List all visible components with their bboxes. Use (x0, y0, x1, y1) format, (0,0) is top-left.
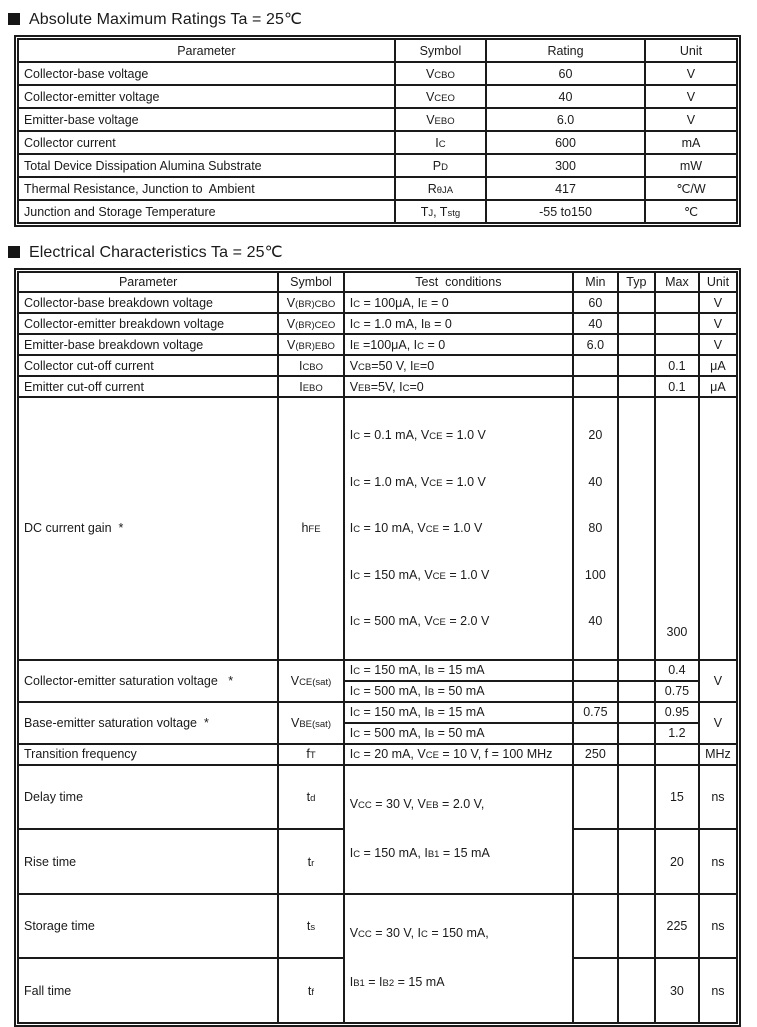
condition-line: IB1 = IB2 = 15 mA (349, 975, 445, 990)
table-row (18, 131, 737, 154)
unit-cell: ℃ (645, 200, 737, 223)
symbol-cell: RθJA (395, 177, 486, 200)
conditions-cell: IE =100μA, IC = 0 (344, 334, 573, 355)
symbol-cell: IC (395, 131, 486, 154)
table-row (18, 660, 737, 681)
typ-cell (618, 744, 655, 765)
typ-cell (618, 334, 655, 355)
parameter-cell: Emitter-base breakdown voltage (18, 334, 278, 355)
rating-cell: 300 (486, 154, 645, 177)
typ-cell (618, 958, 655, 1023)
parameter-cell: Emitter-base voltage (18, 108, 395, 131)
min-cell: 40 (573, 313, 618, 334)
conditions-cell: VCB=50 V, IE=0 (344, 355, 573, 376)
conditions-cell: IC = 20 mA, VCE = 10 V, f = 100 MHz (344, 744, 573, 765)
condition-line: IC = 10 mA, VCE = 1.0 V (349, 521, 483, 536)
header-max: Max (655, 272, 699, 292)
max-cell: 0.75 (655, 681, 699, 702)
parameter-cell: Collector current (18, 131, 395, 154)
electrical-characteristics-table (14, 268, 741, 1027)
parameter-cell: Delay time (18, 765, 278, 830)
condition-line: IC = 150 mA, VCE = 1.0 V (349, 567, 490, 582)
max-cell (655, 334, 699, 355)
typ-cell (618, 829, 655, 894)
header-typ: Typ (618, 272, 655, 292)
min-cell (573, 660, 618, 681)
min-cell (573, 397, 618, 660)
table-row (18, 85, 737, 108)
header-symbol: Symbol (278, 272, 343, 292)
min-cell (573, 376, 618, 397)
unit-cell: ns (699, 829, 737, 894)
symbol-cell: hFE (278, 397, 343, 660)
unit-cell: μA (699, 355, 737, 376)
unit-cell: ns (699, 765, 737, 830)
table-row (18, 154, 737, 177)
rating-cell: 60 (486, 62, 645, 85)
max-cell (655, 744, 699, 765)
symbol-cell: V(BR)CBO (278, 292, 343, 313)
min-cell: 60 (573, 292, 618, 313)
max-cell: 20 (655, 829, 699, 894)
table-row (18, 200, 737, 223)
typ-cell (618, 681, 655, 702)
max-cell (655, 313, 699, 334)
min-value-line: 100 (584, 567, 606, 582)
parameter-cell: Emitter cut-off current (18, 376, 278, 397)
min-cell (573, 723, 618, 744)
conditions-cell (344, 397, 573, 660)
parameter-cell: Collector-emitter saturation voltage * (18, 660, 278, 702)
table-row (18, 376, 737, 397)
unit-cell: μA (699, 376, 737, 397)
table-row (18, 765, 737, 830)
unit-cell: ℃/W (645, 177, 737, 200)
table-row (18, 108, 737, 131)
symbol-cell: tf (278, 958, 343, 1023)
max-cell: 225 (655, 894, 699, 959)
typ-cell (618, 723, 655, 744)
condition-line: IC = 500 mA, VCE = 2.0 V (349, 614, 490, 629)
rating-cell: 40 (486, 85, 645, 108)
condition-line: IC = 150 mA, IB1 = 15 mA (349, 846, 490, 861)
parameter-cell: Collector-emitter breakdown voltage (18, 313, 278, 334)
amr-title-text: Absolute Maximum Ratings Ta = 25℃ (29, 11, 303, 28)
unit-cell: V (645, 62, 737, 85)
unit-cell: V (699, 313, 737, 334)
header-test-conditions: Test conditions (344, 272, 573, 292)
rating-cell: -55 to150 (486, 200, 645, 223)
parameter-cell: Rise time (18, 829, 278, 894)
unit-cell: mW (645, 154, 737, 177)
unit-cell: V (699, 292, 737, 313)
amr-section-title (8, 9, 757, 29)
parameter-cell: Storage time (18, 894, 278, 959)
table-row (18, 702, 737, 723)
header-unit: Unit (699, 272, 737, 292)
parameter-cell: Total Device Dissipation Alumina Substrate (18, 154, 395, 177)
typ-cell (618, 292, 655, 313)
typ-cell (618, 660, 655, 681)
table-row-hfe (18, 397, 737, 660)
parameter-cell: Fall time (18, 958, 278, 1023)
ec-section-title (8, 242, 757, 262)
parameter-cell: Collector-base voltage (18, 62, 395, 85)
min-cell (573, 894, 618, 959)
ec-title-text: Electrical Characteristics Ta = 25℃ (29, 244, 283, 261)
parameter-cell: Collector cut-off current (18, 355, 278, 376)
conditions-cell (344, 894, 573, 1023)
symbol-cell: td (278, 765, 343, 830)
header-unit: Unit (645, 39, 737, 62)
max-cell: 0.95 (655, 702, 699, 723)
unit-cell (699, 397, 737, 660)
conditions-cell: IC = 150 mA, IB = 15 mA (344, 660, 573, 681)
min-value-line: 80 (588, 521, 603, 536)
parameter-cell: Transition frequency (18, 744, 278, 765)
typ-cell (618, 313, 655, 334)
typ-cell (618, 376, 655, 397)
max-cell: 1.2 (655, 723, 699, 744)
header-parameter: Parameter (18, 39, 395, 62)
unit-cell: ns (699, 958, 737, 1023)
condition-line: VCC = 30 V, IC = 150 mA, (349, 925, 489, 940)
typ-cell (618, 702, 655, 723)
min-cell (573, 355, 618, 376)
table-row (18, 334, 737, 355)
symbol-cell: VCE(sat) (278, 660, 343, 702)
table-row (18, 355, 737, 376)
symbol-cell: ICBO (278, 355, 343, 376)
condition-line: IC = 1.0 mA, VCE = 1.0 V (349, 474, 486, 489)
symbol-cell: PD (395, 154, 486, 177)
parameter-cell: Base-emitter saturation voltage * (18, 702, 278, 744)
symbol-cell: TJ, Tstg (395, 200, 486, 223)
min-value-line: 20 (588, 428, 603, 442)
min-value-line: 40 (588, 474, 603, 489)
min-cell: 6.0 (573, 334, 618, 355)
symbol-cell: V(BR)EBO (278, 334, 343, 355)
header-symbol: Symbol (395, 39, 486, 62)
table-header-row (18, 272, 737, 292)
max-cell: 30 (655, 958, 699, 1023)
conditions-cell (344, 765, 573, 894)
unit-cell: V (699, 334, 737, 355)
rating-cell: 417 (486, 177, 645, 200)
header-rating: Rating (486, 39, 645, 62)
min-cell (573, 765, 618, 830)
symbol-cell: VCBO (395, 62, 486, 85)
table-row (18, 177, 737, 200)
header-min: Min (573, 272, 618, 292)
absolute-maximum-ratings-table (14, 35, 741, 227)
typ-cell (618, 765, 655, 830)
unit-cell: V (699, 702, 737, 744)
rating-cell: 600 (486, 131, 645, 154)
max-cell: 0.4 (655, 660, 699, 681)
max-cell: 15 (655, 765, 699, 830)
max-cell: 0.1 (655, 376, 699, 397)
table-row (18, 313, 737, 334)
conditions-cell: IC = 150 mA, IB = 15 mA (344, 702, 573, 723)
section-bullet-icon (8, 13, 20, 25)
symbol-cell: VBE(sat) (278, 702, 343, 744)
symbol-cell: VEBO (395, 108, 486, 131)
min-value-line: 40 (588, 614, 603, 629)
parameter-cell: DC current gain * (18, 397, 278, 660)
parameter-cell: Thermal Resistance, Junction to Ambient (18, 177, 395, 200)
table-row (18, 744, 737, 765)
parameter-cell: Junction and Storage Temperature (18, 200, 395, 223)
symbol-cell: V(BR)CEO (278, 313, 343, 334)
conditions-cell: VEB=5V, IC=0 (344, 376, 573, 397)
min-cell (573, 958, 618, 1023)
conditions-cell: IC = 1.0 mA, IB = 0 (344, 313, 573, 334)
parameter-cell: Collector-base breakdown voltage (18, 292, 278, 313)
table-row (18, 894, 737, 959)
min-cell: 250 (573, 744, 618, 765)
symbol-cell: fT (278, 744, 343, 765)
max-cell (655, 292, 699, 313)
min-cell (573, 681, 618, 702)
table-header-row (18, 39, 737, 62)
rating-cell: 6.0 (486, 108, 645, 131)
typ-cell (618, 894, 655, 959)
max-cell: 0.1 (655, 355, 699, 376)
conditions-cell: IC = 100μA, IE = 0 (344, 292, 573, 313)
typ-cell (618, 355, 655, 376)
max-cell: 300 (655, 397, 699, 660)
unit-cell: mA (645, 131, 737, 154)
symbol-cell: VCEO (395, 85, 486, 108)
unit-cell: MHz (699, 744, 737, 765)
symbol-cell: IEBO (278, 376, 343, 397)
unit-cell: V (699, 660, 737, 702)
condition-line: IC = 0.1 mA, VCE = 1.0 V (349, 428, 486, 442)
typ-cell (618, 397, 655, 660)
conditions-cell: IC = 500 mA, IB = 50 mA (344, 723, 573, 744)
conditions-cell: IC = 500 mA, IB = 50 mA (344, 681, 573, 702)
section-bullet-icon (8, 246, 20, 258)
min-cell (573, 829, 618, 894)
symbol-cell: tr (278, 829, 343, 894)
symbol-cell: ts (278, 894, 343, 959)
unit-cell: ns (699, 894, 737, 959)
table-row (18, 292, 737, 313)
header-parameter: Parameter (18, 272, 278, 292)
table-row (18, 62, 737, 85)
condition-line: VCC = 30 V, VEB = 2.0 V, (349, 796, 485, 811)
unit-cell: V (645, 108, 737, 131)
parameter-cell: Collector-emitter voltage (18, 85, 395, 108)
unit-cell: V (645, 85, 737, 108)
min-cell: 0.75 (573, 702, 618, 723)
